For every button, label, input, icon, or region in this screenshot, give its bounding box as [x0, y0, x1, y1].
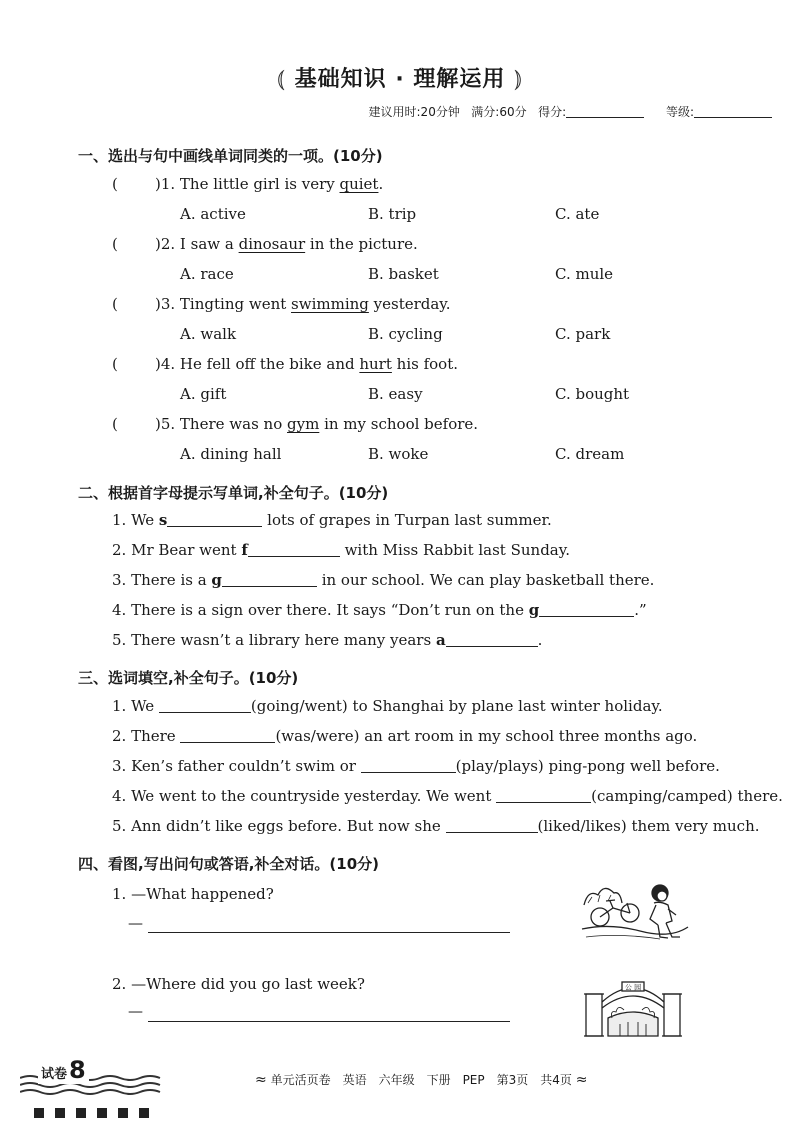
page-badge	[38, 1056, 89, 1084]
answer-paren[interactable]: (	[112, 355, 118, 373]
question-3-1: 1. We (going/went) to Shanghai by plane last winter holiday.	[112, 697, 663, 715]
footer-info	[255, 1071, 587, 1088]
laurel-left-icon: ⦅	[276, 64, 286, 92]
answer-paren[interactable]: (	[112, 295, 118, 313]
question-4-2: 2. —Where did you go last week?	[112, 975, 365, 993]
section-1-title: 一、选出与句中画线单词同类的一项。(10分)	[78, 147, 383, 165]
wave-left-icon: ≈	[255, 1072, 267, 1088]
meta-time: 建议用时:20分钟	[368, 105, 460, 119]
answer-blank[interactable]	[248, 556, 340, 557]
question-1-4: )4. He fell off the bike and hurt his foot.	[155, 355, 458, 373]
option-c: C. mule	[555, 265, 614, 283]
option-c: C. ate	[555, 205, 600, 223]
question-3-4: 4. We went to the countryside yesterday. We went (camping/camped) there.	[112, 787, 783, 805]
answer-paren[interactable]: (	[112, 235, 118, 253]
page-title	[0, 62, 800, 93]
answer-dash: —	[128, 914, 143, 932]
answer-paren[interactable]: (	[112, 175, 118, 193]
question-2-4: 4. There is a sign over there. It says “Don’t run on the g .”	[112, 601, 647, 619]
answer-blank[interactable]	[496, 802, 591, 803]
answer-paren[interactable]: (	[112, 415, 118, 433]
question-1-5: )5. There was no gym in my school before.	[155, 415, 479, 433]
laurel-right-icon: ⦆	[514, 64, 524, 92]
answer-blank[interactable]	[446, 832, 538, 833]
question-2-1: 1. We s lots of grapes in Turpan last summer.	[112, 511, 552, 529]
option-c: C. park	[555, 325, 611, 343]
question-1-1: )1. The little girl is very quiet.	[155, 175, 384, 193]
park-sign-text: 公 园	[624, 983, 642, 992]
section-3-title: 三、选词填空,补全句子。(10分)	[78, 669, 299, 687]
option-a: A. walk	[180, 325, 237, 343]
grade-blank[interactable]	[694, 117, 772, 118]
badge-number: 8	[69, 1056, 86, 1084]
question-2-2: 2. Mr Bear went f with Miss Rabbit last Sunday.	[112, 541, 570, 559]
option-a: A. dining hall	[180, 445, 282, 463]
answer-blank[interactable]	[222, 586, 317, 587]
wave-right-icon: ≈	[575, 1072, 588, 1088]
answer-blank[interactable]	[159, 712, 251, 713]
answer-dash: —	[128, 1002, 143, 1020]
option-c: C. bought	[555, 385, 630, 403]
answer-blank[interactable]	[446, 646, 538, 647]
meta-score-label: 得分:	[538, 105, 567, 119]
answer-line[interactable]	[148, 932, 510, 933]
fallen-bike-picture	[580, 875, 690, 945]
meta-grade-label: 等级:	[665, 105, 694, 119]
section-4-title: 四、看图,写出问句或答语,补全对话。(10分)	[78, 855, 379, 873]
question-1-2: )2. I saw a dinosaur in the picture.	[155, 235, 418, 253]
option-a: A. active	[180, 205, 246, 223]
registration-marks	[34, 1103, 160, 1122]
section-2-title: 二、根据首字母提示写单词,补全句子。(10分)	[78, 484, 389, 502]
question-3-3: 3. Ken’s father couldn’t swim or (play/plays) ping-pong well before.	[112, 757, 720, 775]
answer-blank[interactable]	[167, 526, 262, 527]
question-1-3: )3. Tingting went swimming yesterday.	[155, 295, 451, 313]
answer-blank[interactable]	[180, 742, 275, 743]
option-b: B. basket	[368, 265, 439, 283]
footer-text: 单元活页卷 英语 六年级 下册 PEP 第3页 共4页	[270, 1073, 572, 1087]
answer-blank[interactable]	[361, 772, 456, 773]
answer-blank[interactable]	[539, 616, 634, 617]
question-2-3: 3. There is a g in our school. We can play basketball there.	[112, 571, 655, 589]
title-text: 基础知识 · 理解运用	[294, 67, 506, 92]
option-b: B. woke	[368, 445, 429, 463]
answer-line[interactable]	[148, 1021, 510, 1022]
option-b: B. trip	[368, 205, 417, 223]
option-a: A. race	[180, 265, 234, 283]
option-b: B. cycling	[368, 325, 443, 343]
question-4-1: 1. —What happened?	[112, 885, 274, 903]
question-3-2: 2. There (was/were) an art room in my school three months ago.	[112, 727, 698, 745]
question-2-5: 5. There wasn’t a library here many years a .	[112, 631, 543, 649]
park-gate-picture	[582, 972, 684, 1044]
score-blank[interactable]	[566, 117, 644, 118]
question-3-5: 5. Ann didn’t like eggs before. But now she (liked/likes) them very much.	[112, 817, 760, 835]
option-b: B. easy	[368, 385, 423, 403]
option-a: A. gift	[180, 385, 227, 403]
badge-label: 试卷	[41, 1067, 68, 1082]
meta-bar	[369, 103, 772, 120]
option-c: C. dream	[555, 445, 625, 463]
meta-score: 满分:60分	[471, 105, 527, 119]
